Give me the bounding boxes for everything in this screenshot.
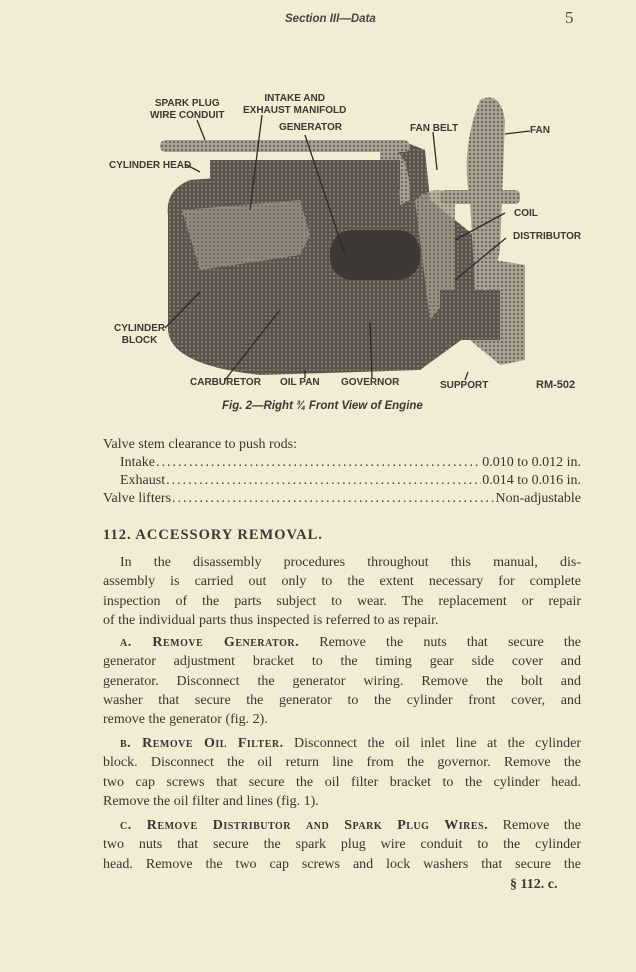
figure-caption: Fig. 2—Right ¾ Front View of Engine (222, 400, 423, 412)
label-intake-exhaust-manifold: INTAKE AND EXHAUST MANIFOLD (243, 93, 347, 116)
engine-body (160, 98, 525, 376)
spec-row-valve-lifters: Valve lifters ..... Non-adjustable (103, 491, 581, 507)
label-fan-belt: FAN BELT (410, 123, 459, 134)
label-cylinder-head: CYLINDER HEAD (109, 160, 192, 171)
wire-conduit (160, 140, 410, 152)
running-header: Section III—Data (285, 13, 376, 25)
paragraph-a: a. Remove Generator. Remove the nuts that secure the generator adjustment bracket to the timing gear side cover and generator. Disconnect the generator wiring. Remove the bolt and washer that secure the generator to the cylinder front cover, and remove the generator (fig. 2). (103, 635, 581, 728)
label-fan: FAN (530, 125, 550, 136)
paragraph-c: c. Remove Distributor and Spark Plug Wires. Remove the two nuts that secure the spark plug wire conduit to the cylinder head. Remove the two cap screws and lock washers that secure the (103, 818, 581, 872)
continuation-marker: § 112. c. (510, 877, 558, 892)
label-coil: COIL (514, 208, 538, 219)
label-carburetor: CARBURETOR (190, 377, 261, 388)
label-distributor: DISTRIBUTOR (513, 231, 582, 242)
spec-row-exhaust: Exhaust ..... 0.014 to 0.016 in. (103, 473, 581, 489)
spec-row-intake: Intake ..... 0.010 to 0.012 in. (103, 455, 581, 471)
paragraph-c-title: c. Remove Distributor and Spark Plug Wires. (120, 818, 489, 833)
label-cylinder-block: CYLINDER BLOCK (114, 323, 166, 346)
intro-paragraph: In the disassembly procedures throughout this manual, dis- assembly is carried out only to the extent necessary for complete inspection of the parts subject to wear. The replacement or repair of the individual parts thus inspected is referred to as repair. (103, 555, 581, 628)
engine-illustration (0, 0, 636, 420)
label-governor: GOVERNOR (341, 377, 400, 388)
label-support: SUPPORT (440, 380, 489, 391)
label-oil-pan: OIL PAN (280, 377, 320, 388)
paragraph-b-title: b. Remove Oil Filter. (120, 736, 284, 751)
label-spark-plug-wire-conduit: SPARK PLUG WIRE CONDUIT (150, 98, 225, 121)
specs-heading: Valve stem clearance to push rods: (103, 437, 297, 452)
label-generator: GENERATOR (279, 122, 342, 133)
paragraph-a-title: a. Remove Generator. (120, 635, 300, 650)
section-heading: 112. ACCESSORY REMOVAL. (103, 527, 323, 543)
figure-reference: RM-502 (536, 379, 576, 391)
page-number: 5 (565, 8, 574, 27)
paragraph-b: b. Remove Oil Filter. Disconnect the oil inlet line at the cylinder block. Disconnect the oil return line from the governor. Remove the two cap screws that secure the oil filter bracket to the cylinder head. Remove the oil filter and lines (fig. 1). (103, 736, 581, 809)
